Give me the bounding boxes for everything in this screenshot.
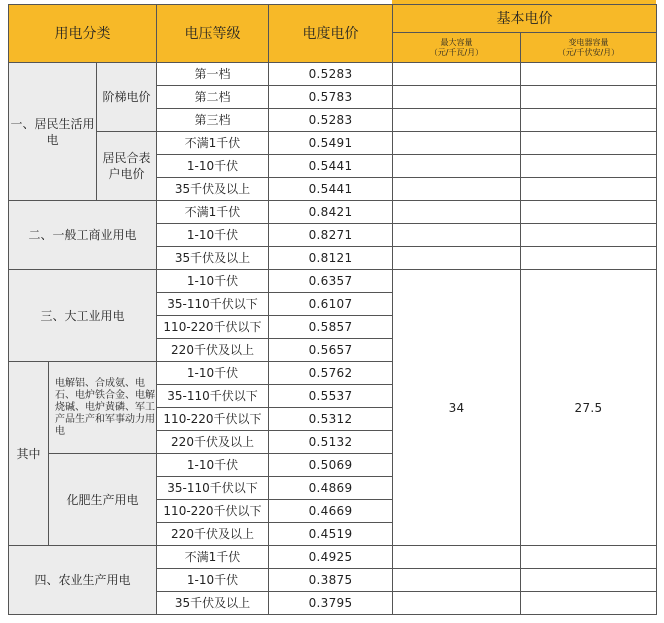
price-cell: 0.3795 [269, 592, 393, 615]
voltage-cell: 不满1千伏 [157, 201, 269, 224]
voltage-cell: 35千伏及以上 [157, 247, 269, 270]
price-cell: 0.5441 [269, 178, 393, 201]
price-cell: 0.5783 [269, 86, 393, 109]
voltage-cell: 1-10千伏 [157, 155, 269, 178]
price-cell: 0.4925 [269, 546, 393, 569]
group-fertilizer: 化肥生产用电 [49, 454, 157, 546]
voltage-cell: 35-110千伏以下 [157, 293, 269, 316]
transformer-capacity-unit: （元/千伏安/月） [557, 47, 620, 57]
price-cell: 0.5657 [269, 339, 393, 362]
transformer-cell [521, 109, 657, 132]
transformer-cell [521, 592, 657, 615]
max-capacity-cell [393, 155, 521, 178]
price-cell: 0.5537 [269, 385, 393, 408]
transformer-cell [521, 178, 657, 201]
price-cell: 0.8271 [269, 224, 393, 247]
header-basic-price: 基本电价 [393, 5, 657, 33]
price-cell: 0.3875 [269, 569, 393, 592]
max-capacity-cell [393, 247, 521, 270]
transformer-cell [521, 155, 657, 178]
group-residential: 一、居民生活用电 [9, 63, 97, 201]
max-capacity-value: 34 [393, 270, 521, 546]
transformer-capacity-label: 变电器容量 [568, 37, 609, 47]
transformer-cell [521, 132, 657, 155]
price-cell: 0.5491 [269, 132, 393, 155]
max-capacity-cell [393, 546, 521, 569]
transformer-cell [521, 569, 657, 592]
electricity-price-table [8, 4, 657, 615]
voltage-cell: 35千伏及以上 [157, 178, 269, 201]
max-capacity-cell [393, 201, 521, 224]
price-cell: 0.6357 [269, 270, 393, 293]
voltage-cell: 1-10千伏 [157, 569, 269, 592]
voltage-cell: 110-220千伏以下 [157, 408, 269, 431]
voltage-cell: 220千伏及以上 [157, 523, 269, 546]
voltage-cell: 不满1千伏 [157, 546, 269, 569]
voltage-cell: 110-220千伏以下 [157, 500, 269, 523]
voltage-cell: 110-220千伏以下 [157, 316, 269, 339]
price-cell: 0.5069 [269, 454, 393, 477]
price-cell: 0.5283 [269, 109, 393, 132]
voltage-cell: 220千伏及以上 [157, 431, 269, 454]
voltage-cell: 35-110千伏以下 [157, 385, 269, 408]
voltage-cell: 220千伏及以上 [157, 339, 269, 362]
price-cell: 0.5283 [269, 63, 393, 86]
group-industrial: 三、大工业用电 [9, 270, 157, 362]
price-cell: 0.5312 [269, 408, 393, 431]
price-cell: 0.4669 [269, 500, 393, 523]
voltage-cell: 1-10千伏 [157, 270, 269, 293]
transformer-capacity-value: 27.5 [521, 270, 657, 546]
transformer-cell [521, 224, 657, 247]
group-tiered: 阶梯电价 [97, 63, 157, 132]
max-capacity-cell [393, 132, 521, 155]
price-cell: 0.6107 [269, 293, 393, 316]
header-price: 电度电价 [269, 5, 393, 63]
max-capacity-label: 最大容量 [440, 37, 473, 47]
transformer-cell [521, 63, 657, 86]
max-capacity-cell [393, 86, 521, 109]
max-capacity-cell [393, 178, 521, 201]
voltage-cell: 第三档 [157, 109, 269, 132]
transformer-cell [521, 86, 657, 109]
group-others: 其中 [9, 362, 49, 546]
max-capacity-cell [393, 109, 521, 132]
group-alloy: 电解铝、合成氨、电石、电炉铁合金、电解烧碱、电炉黄磷、军工产品生产和军事动力用电 [49, 362, 157, 454]
group-commercial: 二、一般工商业用电 [9, 201, 157, 270]
transformer-cell [521, 546, 657, 569]
price-cell: 0.5441 [269, 155, 393, 178]
voltage-cell: 1-10千伏 [157, 224, 269, 247]
price-cell: 0.4869 [269, 477, 393, 500]
header-category: 用电分类 [9, 5, 157, 63]
price-cell: 0.5857 [269, 316, 393, 339]
transformer-cell [521, 201, 657, 224]
price-cell: 0.5132 [269, 431, 393, 454]
price-cell: 0.4519 [269, 523, 393, 546]
price-cell: 0.8121 [269, 247, 393, 270]
max-capacity-cell [393, 592, 521, 615]
header-transformer-capacity [521, 33, 657, 63]
header-voltage: 电压等级 [157, 5, 269, 63]
group-meter: 居民合表户电价 [97, 132, 157, 201]
header-max-capacity [393, 33, 521, 63]
price-cell: 0.5762 [269, 362, 393, 385]
voltage-cell: 第二档 [157, 86, 269, 109]
voltage-cell: 第一档 [157, 63, 269, 86]
voltage-cell: 1-10千伏 [157, 454, 269, 477]
voltage-cell: 35-110千伏以下 [157, 477, 269, 500]
max-capacity-unit: （元/千瓦/月） [429, 47, 484, 57]
max-capacity-cell [393, 569, 521, 592]
voltage-cell: 不满1千伏 [157, 132, 269, 155]
voltage-cell: 1-10千伏 [157, 362, 269, 385]
transformer-cell [521, 247, 657, 270]
voltage-cell: 35千伏及以上 [157, 592, 269, 615]
group-agriculture: 四、农业生产用电 [9, 546, 157, 615]
price-cell: 0.8421 [269, 201, 393, 224]
max-capacity-cell [393, 63, 521, 86]
max-capacity-cell [393, 224, 521, 247]
